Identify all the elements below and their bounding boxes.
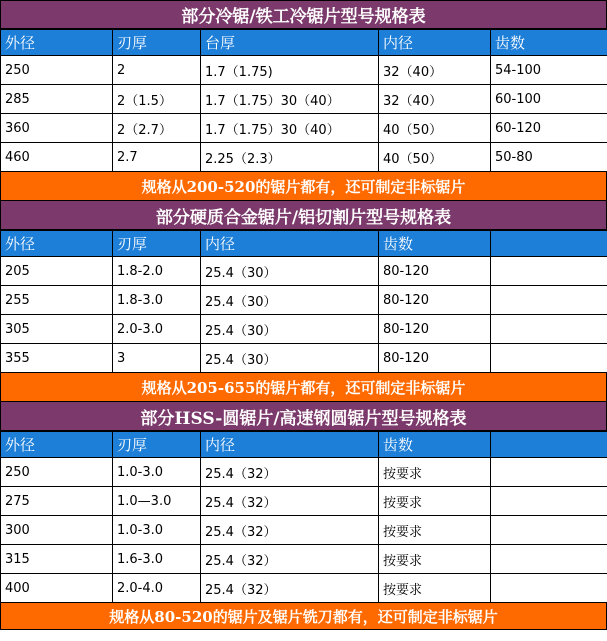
table-cell: 60-120 (491, 114, 607, 143)
table-cell: 2（1.5） (113, 85, 201, 114)
table-cell: 25.4（30） (201, 257, 379, 286)
table-cell: 315 (1, 545, 113, 574)
table-cell: 按要求 (379, 516, 491, 545)
header-cell (491, 231, 607, 257)
table-cell: 按要求 (379, 458, 491, 487)
header-cell: 齿数 (379, 231, 491, 257)
table-cell (491, 315, 607, 344)
table-cell: 2.25（2.3） (201, 143, 379, 172)
table-cell: 1.8-2.0 (113, 257, 201, 286)
section-title: 部分硬质合金锯片/铝切割片型号规格表 (0, 201, 607, 230)
table-cell: 40（50） (379, 114, 491, 143)
table-cell: 1.0-3.0 (113, 516, 201, 545)
table-cell (491, 458, 607, 487)
table-row (1, 458, 607, 487)
header-cell: 刃厚 (113, 30, 201, 56)
table-cell: 25.4（30） (201, 344, 379, 373)
table-cell: 80-120 (379, 257, 491, 286)
table-cell: 400 (1, 574, 113, 603)
table-row (1, 85, 607, 114)
table-cell: 2.0-3.0 (113, 315, 201, 344)
table-cell: 1.8-3.0 (113, 286, 201, 315)
table-cell (491, 344, 607, 373)
table-cell: 25.4（30） (201, 315, 379, 344)
header-cell: 外径 (1, 432, 113, 458)
table-cell: 250 (1, 56, 113, 85)
spec-table (0, 230, 607, 373)
table-cell: 360 (1, 114, 113, 143)
header-cell: 齿数 (379, 432, 491, 458)
table-cell (491, 286, 607, 315)
table-cell: 25.4（32） (201, 458, 379, 487)
table-cell: 按要求 (379, 487, 491, 516)
table-row (1, 545, 607, 574)
section-note: 规格从200-520的锯片都有，还可制定非标锯片 (0, 172, 607, 201)
header-row (1, 231, 607, 257)
table-cell: 32（40） (379, 85, 491, 114)
table-cell (491, 257, 607, 286)
spec-table (0, 431, 607, 603)
table-cell: 2 (113, 56, 201, 85)
table-cell: 300 (1, 516, 113, 545)
header-row (1, 432, 607, 458)
table-cell: 50-80 (491, 143, 607, 172)
table-cell (491, 574, 607, 603)
table-cell: 460 (1, 143, 113, 172)
table-cell: 60-100 (491, 85, 607, 114)
table-row (1, 56, 607, 85)
table-row (1, 315, 607, 344)
section-note: 规格从80-520的锯片及锯片铣刀都有，还可制定非标锯片 (0, 603, 607, 630)
table-row (1, 114, 607, 143)
section-note: 规格从205-655的锯片都有，还可制定非标锯片 (0, 373, 607, 402)
table-cell: 32（40） (379, 56, 491, 85)
table-cell: 按要求 (379, 545, 491, 574)
table-cell: 1.0-3.0 (113, 458, 201, 487)
header-cell: 内径 (201, 231, 379, 257)
table-cell: 25.4（32） (201, 487, 379, 516)
header-cell: 内径 (201, 432, 379, 458)
header-cell: 外径 (1, 231, 113, 257)
table-cell: 305 (1, 315, 113, 344)
table-cell: 80-120 (379, 315, 491, 344)
header-cell: 刃厚 (113, 432, 201, 458)
table-cell: 1.7（1.75）30（40） (201, 114, 379, 143)
table-cell: 80-120 (379, 344, 491, 373)
header-cell: 刃厚 (113, 231, 201, 257)
table-row (1, 257, 607, 286)
table-cell: 25.4（30） (201, 286, 379, 315)
table-cell (491, 516, 607, 545)
table-cell: 285 (1, 85, 113, 114)
table-cell: 355 (1, 344, 113, 373)
section-title: 部分冷锯/铁工冷锯片型号规格表 (0, 0, 607, 29)
table-cell: 2.7 (113, 143, 201, 172)
section-title: 部分HSS-圆锯片/高速钢圆锯片型号规格表 (0, 402, 607, 431)
header-cell (491, 432, 607, 458)
table-cell: 2（2.7） (113, 114, 201, 143)
table-cell: 3 (113, 344, 201, 373)
table-row (1, 143, 607, 172)
table-cell: 54-100 (491, 56, 607, 85)
table-row (1, 516, 607, 545)
table-cell: 250 (1, 458, 113, 487)
table-cell: 25.4（32） (201, 516, 379, 545)
header-cell: 外径 (1, 30, 113, 56)
table-cell: 2.0-4.0 (113, 574, 201, 603)
table-row (1, 286, 607, 315)
table-cell: 40（50） (379, 143, 491, 172)
table-cell (491, 545, 607, 574)
table-cell (491, 487, 607, 516)
table-cell: 1.0—3.0 (113, 487, 201, 516)
table-row (1, 344, 607, 373)
table-cell: 205 (1, 257, 113, 286)
table-cell: 255 (1, 286, 113, 315)
header-cell: 齿数 (491, 30, 607, 56)
table-cell: 25.4（32） (201, 574, 379, 603)
table-row (1, 574, 607, 603)
table-cell: 80-120 (379, 286, 491, 315)
table-row (1, 487, 607, 516)
header-row (1, 30, 607, 56)
table-cell: 25.4（32） (201, 545, 379, 574)
table-cell: 按要求 (379, 574, 491, 603)
table-cell: 1.6-3.0 (113, 545, 201, 574)
table-cell: 1.7（1.75) (201, 56, 379, 85)
spec-table (0, 29, 607, 172)
header-cell: 台厚 (201, 30, 379, 56)
table-cell: 275 (1, 487, 113, 516)
header-cell: 内径 (379, 30, 491, 56)
table-cell: 1.7（1.75）30（40） (201, 85, 379, 114)
